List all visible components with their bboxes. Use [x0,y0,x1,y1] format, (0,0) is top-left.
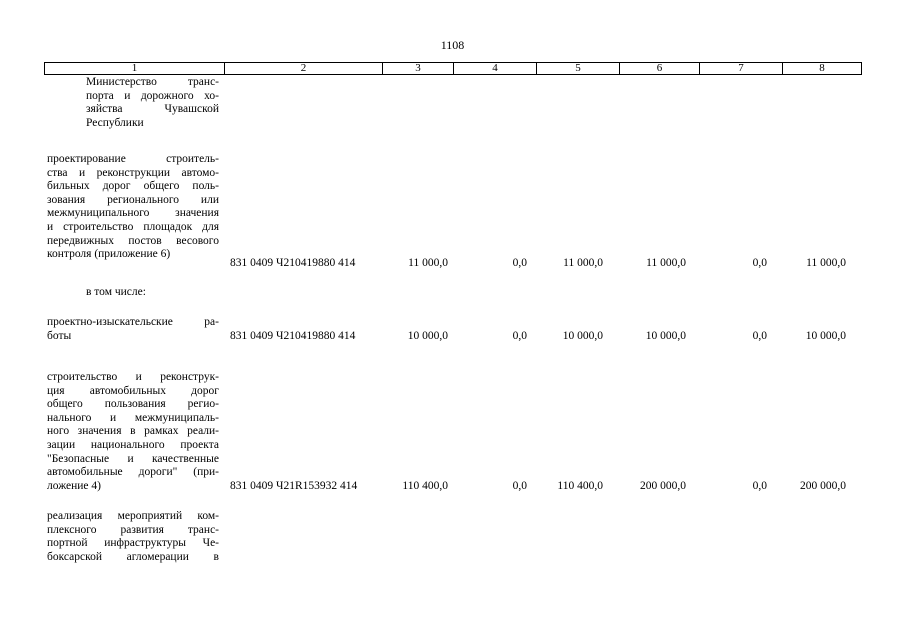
description-line: плексного развития транс- [47,523,219,536]
description-line: зации национального проекта [47,438,219,451]
column-header-6: 6 [620,63,700,75]
value-col-7: 0,0 [752,480,767,492]
column-header-4: 4 [454,63,537,75]
value-col-7: 0,0 [752,257,767,269]
column-header-2: 2 [225,63,383,75]
description-line: в том числе: [86,286,146,298]
description-line: порта и дорожного хо- [86,89,219,102]
value-col-6: 10 000,0 [645,330,686,342]
value-col-4: 0,0 [512,480,527,492]
value-col-7: 0,0 [752,330,767,342]
column-header-row [45,63,862,75]
budget-code: 831 0409 Ч21R153932 414 [230,480,358,492]
description-line: боты [47,329,72,342]
row-description [47,153,219,262]
row-description [47,510,219,564]
value-col-3: 10 000,0 [407,330,448,342]
value-col-4: 0,0 [512,330,527,342]
column-header-3: 3 [383,63,454,75]
value-col-5: 10 000,0 [562,330,603,342]
description-line: Республики [86,116,144,129]
column-header-7: 7 [700,63,783,75]
page-number: 1108 [440,38,465,52]
description-line: боксарской агломерации в [47,550,219,563]
row-description [47,316,219,343]
value-col-5: 110 400,0 [557,480,603,492]
description-line: ного значения в рамках реали- [47,425,219,438]
description-line: передвижных постов весового [47,234,219,247]
description-line: строительство и реконструк- [47,371,219,383]
description-line: контроля (приложение 6) [47,248,171,261]
value-col-3: 110 400,0 [402,480,448,492]
row-description [86,286,219,300]
description-line: автомобильные дороги" (при- [47,466,219,479]
description-line: ция автомобильных дорог [47,384,219,397]
row-description [47,371,219,493]
value-col-6: 200 000,0 [640,480,686,492]
description-line: Министерство транс- [86,76,219,88]
column-header-table [44,62,862,75]
column-header-8: 8 [783,63,862,75]
value-col-4: 0,0 [512,257,527,269]
description-line: "Безопасные и качественные [47,452,219,465]
description-line: и строительство площадок для [47,220,219,233]
value-col-5: 11 000,0 [563,257,603,269]
description-line: зяйства Чувашской [86,103,219,116]
description-line: портной инфраструктуры Че- [47,537,219,550]
description-line: нального и межмуниципаль- [47,411,219,424]
value-col-8: 11 000,0 [806,257,846,269]
budget-code: 831 0409 Ч210419880 414 [230,257,356,269]
column-header-5: 5 [537,63,620,75]
description-line: бильных дорог общего поль- [47,180,219,193]
column-header-1: 1 [45,63,225,75]
description-line: зования регионального или [47,193,219,206]
budget-code: 831 0409 Ч210419880 414 [230,330,356,342]
description-line: общего пользования регио- [47,398,219,411]
value-col-3: 11 000,0 [408,257,448,269]
description-line: межмуниципального значения [47,207,219,220]
row-description [86,76,219,130]
value-col-8: 10 000,0 [805,330,846,342]
description-line: проектирование строитель- [47,153,219,165]
description-line: ложение 4) [47,479,101,492]
description-line: ства и реконструкции автомо- [47,166,219,179]
value-col-8: 200 000,0 [800,480,846,492]
value-col-6: 11 000,0 [646,257,686,269]
description-line: реализация мероприятий ком- [47,510,219,522]
description-line: проектно-изыскательские ра- [47,316,219,328]
